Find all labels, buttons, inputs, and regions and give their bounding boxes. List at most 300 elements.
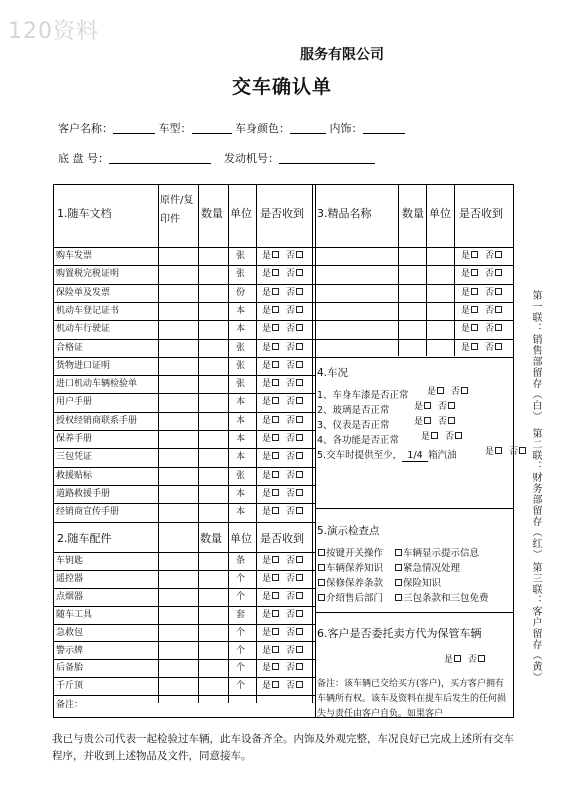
yes-label: 是 [262,434,272,444]
part-row-received [262,624,304,642]
yes-label: 是 [444,655,454,665]
no-checkbox[interactable] [296,324,303,331]
no-checkbox[interactable] [296,379,303,386]
doc-row-unit: 张 [236,470,246,481]
doc-row-name: 救援贴标 [56,470,93,481]
side-copy-2: 第二联：财务部留存（红） [530,428,541,560]
no-checkbox[interactable] [296,397,303,404]
doc-row-unit: 本 [236,452,246,463]
part-row-unit: 个 [236,627,246,638]
no-label: 否 [509,447,519,457]
part-row-unit: 个 [236,663,246,674]
doc-row-unit: 张 [236,251,246,261]
doc-row-received [262,265,304,283]
no-checkbox[interactable] [296,592,303,599]
doc-row-received [262,485,304,503]
no-label: 否 [468,655,478,665]
doc-row-unit: 张 [236,379,246,390]
yes-label: 是 [262,645,272,656]
doc-row-name: 三包凭证 [56,452,93,463]
doc-row-received [262,247,304,265]
yes-checkbox[interactable] [424,402,431,409]
demo-checkbox[interactable] [395,549,402,556]
yes-label: 是 [262,415,272,426]
no-label: 否 [438,417,448,427]
demo-label: 车辆显示提示信息 [403,548,480,559]
yes-label: 是 [461,342,471,353]
no-checkbox[interactable] [296,306,303,313]
no-checkbox[interactable] [495,306,502,313]
yes-label: 是 [427,387,437,397]
yes-checkbox[interactable] [272,416,279,423]
info-line-1 [58,120,405,136]
entrust-note: 备注：该车辆已交给买方(客户)，买方客户拥有车辆所有权。该车及资料在提车后发生的任何损失与责任由客户自负。如果客户 [317,679,507,719]
engine-field[interactable] [279,152,375,164]
no-checkbox[interactable] [296,663,303,670]
parts-header-recv: 是否收到 [260,532,304,545]
doc-row-unit: 本 [236,434,246,444]
part-row-name: 千斤顶 [56,681,84,692]
no-label: 否 [286,415,296,426]
no-checkbox[interactable] [296,343,303,350]
boutique-row-received [461,339,503,357]
no-checkbox[interactable] [296,251,303,258]
demo-title: 5.演示检查点 [317,525,380,537]
yes-checkbox[interactable] [272,251,279,258]
boutique-row-received [461,247,503,265]
yes-checkbox[interactable] [454,655,461,662]
yes-checkbox[interactable] [272,471,279,478]
no-label: 否 [286,591,296,602]
doc-row-name: 购置税完税证明 [56,269,120,280]
yes-label: 是 [262,573,272,584]
yes-label: 是 [461,251,471,261]
no-checkbox[interactable] [296,556,303,563]
doc-row-received [262,467,304,485]
model-label: 车型： [158,122,192,135]
interior-label: 内饰： [329,122,363,135]
no-label: 否 [438,402,448,412]
yes-checkbox[interactable] [272,489,279,496]
condition-check [421,428,463,446]
part-row-name: 遥控器 [56,573,84,584]
yes-checkbox[interactable] [272,434,279,441]
no-label: 否 [485,251,495,261]
chassis-field[interactable] [109,152,211,164]
demo-label: 车辆保养知识 [326,563,384,574]
demo-label: 三包条款和三包免费 [403,593,489,604]
part-row-name: 警示牌 [56,645,84,656]
no-label: 否 [286,434,296,444]
no-label: 否 [286,251,296,261]
doc-row-received [262,412,304,430]
part-row-received [262,659,304,677]
fuel-value[interactable]: 1/4 [402,450,428,462]
part-row-unit: 套 [236,609,246,620]
yes-label: 是 [262,305,272,316]
yes-checkbox[interactable] [431,432,438,439]
no-label: 否 [286,452,296,463]
doc-row-unit: 张 [236,360,246,371]
color-label: 车身颜色： [235,122,290,135]
no-label: 否 [485,287,495,298]
part-row-received [262,552,304,570]
no-checkbox[interactable] [461,387,468,394]
no-checkbox[interactable] [296,646,303,653]
yes-label: 是 [262,360,272,371]
no-label: 否 [286,305,296,316]
yes-label: 是 [262,452,272,463]
doc-row-name: 购车发票 [56,251,93,261]
yes-label: 是 [262,470,272,481]
no-label: 否 [286,269,296,280]
condition-item: 1、车身车漆是否正常 [317,390,409,401]
part-row-received [262,642,304,660]
no-checkbox[interactable] [296,507,303,514]
boutique-header-qty: 数量 [402,207,424,220]
yes-checkbox[interactable] [272,646,279,653]
no-checkbox[interactable] [296,288,303,295]
yes-checkbox[interactable] [272,592,279,599]
no-label: 否 [286,488,296,499]
demo-item-right [394,590,489,604]
part-row-received [262,606,304,624]
no-label: 否 [286,645,296,656]
doc-row-received [262,284,304,302]
doc-row-received [262,448,304,466]
doc-row-unit: 本 [236,415,246,426]
demo-label: 保险知识 [403,578,442,589]
doc-row-received [262,339,304,357]
no-label: 否 [451,387,461,397]
fuel-check [485,443,527,461]
left-col-line [256,185,257,703]
demo-checkbox[interactable] [318,549,325,556]
part-row-name: 车钥匙 [56,556,84,566]
part-row-name: 急救包 [56,627,84,638]
left-col-line [198,185,199,703]
doc-row-received [262,430,304,448]
demo-checkbox[interactable] [395,564,402,571]
no-label: 否 [286,324,296,335]
fuel-suffix: 箱汽油 [428,450,457,461]
yes-label: 是 [262,663,272,674]
chassis-label: 底 盘 号： [58,152,109,165]
doc-row-unit: 张 [236,342,246,353]
yes-checkbox[interactable] [272,663,279,670]
confirmation-table [53,184,519,719]
no-label: 否 [286,470,296,481]
demo-item-right [394,545,479,559]
no-checkbox[interactable] [296,269,303,276]
watermark: 120资料 [8,19,99,44]
yes-label: 是 [414,417,424,427]
yes-label: 是 [262,591,272,602]
condition-title: 4.车况 [317,367,349,379]
condition-bottom-line [315,508,513,509]
doc-row-name: 授权经销商联系手册 [56,415,138,426]
color-field[interactable] [290,122,326,134]
docs-header-unit: 单位 [230,207,252,220]
no-checkbox[interactable] [478,655,485,662]
parts-header-unit: 单位 [230,532,252,545]
side-copy-1: 第一联：销售部留存（白） [530,290,541,422]
entrust-check [444,651,486,669]
boutique-col-line [426,185,427,356]
doc-row-unit: 份 [236,287,246,298]
doc-row-unit: 本 [236,488,246,499]
no-label: 否 [286,609,296,620]
yes-label: 是 [262,251,272,261]
info-line-2 [58,150,375,166]
no-checkbox[interactable] [448,402,455,409]
doc-row-received [262,503,304,521]
condition-item: 3、仪表是否正常 [317,420,390,431]
docs-header-name: 1.随车文档 [57,207,112,220]
boutique-header-recv: 是否收到 [459,207,503,220]
no-label: 否 [286,627,296,638]
no-label: 否 [485,324,495,335]
doc-row-name: 经销商宣传手册 [56,507,120,518]
no-checkbox[interactable] [448,417,455,424]
interior-field[interactable] [363,122,405,134]
doc-row-name: 道路救援手册 [56,488,111,499]
part-row-unit: 个 [236,591,246,602]
yes-checkbox[interactable] [272,288,279,295]
yes-checkbox[interactable] [272,269,279,276]
doc-row-name: 进口机动车辆检验单 [56,379,138,390]
yes-label: 是 [262,379,272,390]
yes-checkbox[interactable] [471,288,478,295]
boutique-col-line [398,185,399,356]
doc-row-name: 保养手册 [56,434,93,444]
customer-field[interactable] [113,122,155,134]
yes-checkbox[interactable] [437,387,444,394]
doc-row-unit: 本 [236,507,246,518]
yes-label: 是 [262,556,272,566]
yes-checkbox[interactable] [471,324,478,331]
no-checkbox[interactable] [495,269,502,276]
engine-label: 发动机号： [224,152,279,165]
doc-row-unit: 张 [236,269,246,280]
demo-bottom-line [315,612,513,613]
yes-checkbox[interactable] [272,306,279,313]
part-row-received [262,570,304,588]
no-checkbox[interactable] [519,447,526,454]
no-checkbox[interactable] [296,471,303,478]
no-checkbox[interactable] [296,361,303,368]
demo-item-left [317,575,383,589]
parts-header-qty: 数量 [200,532,222,545]
doc-row-name: 合格证 [56,342,84,353]
yes-checkbox[interactable] [471,251,478,258]
part-row-unit: 条 [236,556,246,566]
no-checkbox[interactable] [495,288,502,295]
no-label: 否 [445,432,455,442]
demo-checkbox[interactable] [318,564,325,571]
yes-checkbox[interactable] [424,417,431,424]
yes-checkbox[interactable] [272,556,279,563]
no-label: 否 [485,269,495,280]
no-checkbox[interactable] [296,434,303,441]
doc-row-received [262,375,304,393]
yes-label: 是 [262,627,272,638]
yes-checkbox[interactable] [272,452,279,459]
doc-row-name: 保险单及发票 [56,287,111,298]
remarks-label: 备注： [56,700,84,710]
yes-label: 是 [414,402,424,412]
docs-header-recv: 是否收到 [260,207,304,220]
yes-label: 是 [421,432,431,442]
part-row-received [262,677,304,695]
part-row-unit: 个 [236,645,246,656]
no-label: 否 [286,397,296,408]
left-col-line [158,185,159,703]
yes-label: 是 [262,609,272,620]
model-field[interactable] [192,122,232,134]
docs-header-orig: 原件/复印件 [160,195,194,225]
part-row-name: 后备胎 [56,663,84,674]
yes-checkbox[interactable] [272,397,279,404]
no-checkbox[interactable] [296,416,303,423]
no-label: 否 [286,507,296,518]
no-label: 否 [286,360,296,371]
entrust-title: 6.客户是否委托卖方代为保管车辆 [317,627,482,640]
yes-label: 是 [262,488,272,499]
yes-checkbox[interactable] [272,361,279,368]
doc-row-received [262,357,304,375]
demo-checkbox[interactable] [318,579,325,586]
boutique-header-name: 3.精品名称 [317,207,372,220]
company-name: 服务有限公司 [300,47,384,63]
demo-item-left [317,560,383,574]
no-label: 否 [485,342,495,353]
doc-row-name: 机动车登记证书 [56,305,120,316]
doc-row-received [262,393,304,411]
yes-label: 是 [262,507,272,518]
boutique-header-unit: 单位 [429,207,451,220]
parts-header-name: 2.随车配件 [57,532,112,545]
no-label: 否 [485,305,495,316]
yes-checkbox[interactable] [272,574,279,581]
demo-label: 保修保养条款 [326,578,384,589]
page-title: 交车确认单 [232,76,333,98]
doc-row-name: 机动车行驶证 [56,324,111,335]
demo-item-left [317,545,383,559]
yes-checkbox[interactable] [471,306,478,313]
demo-checkbox[interactable] [395,594,402,601]
demo-label: 紧急情况处理 [403,563,461,574]
part-row-name: 点烟器 [56,591,84,602]
doc-row-received [262,320,304,338]
no-checkbox[interactable] [296,628,303,635]
boutique-row-line [315,357,513,358]
demo-item-right [394,560,460,574]
no-checkbox[interactable] [495,251,502,258]
no-checkbox[interactable] [296,610,303,617]
yes-label: 是 [262,342,272,353]
condition-item: 2、玻璃是否正常 [317,405,390,416]
no-checkbox[interactable] [296,452,303,459]
yes-label: 是 [461,269,471,280]
yes-checkbox[interactable] [272,343,279,350]
docs-header-qty: 数量 [201,207,223,220]
left-col-line [312,185,313,703]
no-checkbox[interactable] [495,324,502,331]
demo-label: 介绍售后部门 [326,593,384,604]
fuel-prefix: 5.交车时提供至少， [317,450,403,461]
no-label: 否 [286,287,296,298]
demo-label: 按键开关操作 [326,548,384,559]
boutique-row-received [461,265,503,283]
no-checkbox[interactable] [495,343,502,350]
yes-label: 是 [262,681,272,692]
yes-checkbox[interactable] [272,507,279,514]
yes-checkbox[interactable] [272,379,279,386]
yes-label: 是 [262,324,272,335]
boutique-col-line [454,185,455,356]
yes-checkbox[interactable] [272,681,279,688]
yes-label: 是 [262,397,272,408]
boutique-row-received [461,320,503,338]
no-label: 否 [286,556,296,566]
doc-row-received [262,302,304,320]
yes-checkbox[interactable] [471,269,478,276]
yes-checkbox[interactable] [272,610,279,617]
demo-checkbox[interactable] [395,579,402,586]
customer-label: 客户名称： [58,122,113,135]
no-label: 否 [286,663,296,674]
doc-row-unit: 本 [236,305,246,316]
no-label: 否 [286,379,296,390]
yes-label: 是 [262,269,272,280]
doc-row-unit: 本 [236,324,246,335]
footer-statement: 我已与贵公司代表一起检验过车辆，此车设备齐全。内饰及外观完整，车况良好已完成上述所有交车程序，并收到上述物品及文件，同意接车。 [52,733,514,762]
yes-checkbox[interactable] [495,447,502,454]
no-label: 否 [286,573,296,584]
part-row-name: 随车工具 [56,609,93,620]
no-label: 否 [286,342,296,353]
part-row-received [262,588,304,606]
doc-row-unit: 本 [236,397,246,408]
doc-row-name: 用户手册 [56,397,93,408]
no-checkbox[interactable] [296,574,303,581]
no-checkbox[interactable] [296,681,303,688]
yes-label: 是 [461,287,471,298]
part-row-line [54,695,315,696]
yes-label: 是 [461,324,471,335]
yes-label: 是 [485,447,495,457]
no-checkbox[interactable] [296,489,303,496]
left-col-line [228,185,229,703]
yes-checkbox[interactable] [272,324,279,331]
boutique-row-received [461,284,503,302]
demo-item-left [317,590,383,604]
doc-row-name: 货物进口证明 [56,360,111,371]
condition-item: 4、各功能是否正常 [317,435,400,446]
boutique-row-received [461,302,503,320]
yes-checkbox[interactable] [471,343,478,350]
yes-checkbox[interactable] [272,628,279,635]
demo-item-right [394,575,441,589]
demo-checkbox[interactable] [318,594,325,601]
fuel-row [317,447,457,462]
part-row-unit: 个 [236,681,246,692]
part-row-unit: 个 [236,573,246,584]
doc-row-line [54,522,315,523]
no-checkbox[interactable] [455,432,462,439]
side-copy-3: 第三联：客户留存（黄） [530,562,541,683]
